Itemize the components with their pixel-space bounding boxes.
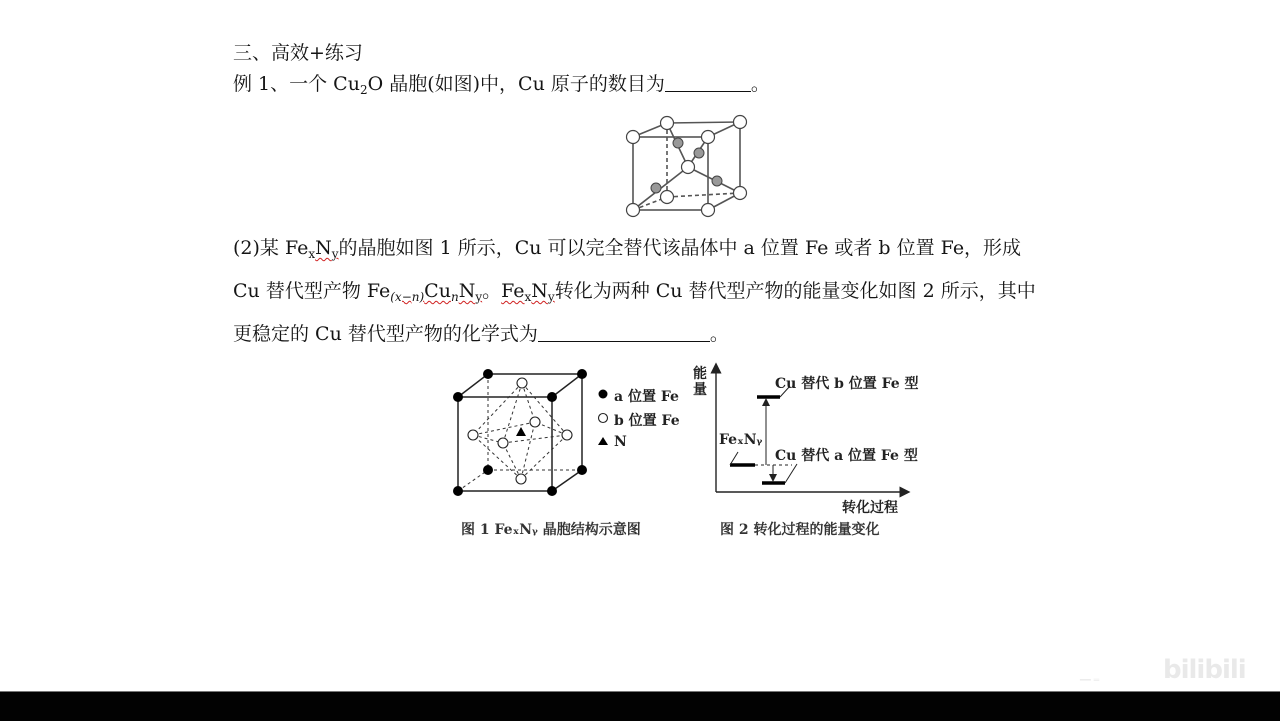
y-axis-label-1: 能 [693, 366, 707, 382]
subscript-text: n [450, 290, 459, 304]
text: N [531, 280, 548, 302]
text: 更稳定的 Cu 替代型产物的化学式为 [233, 323, 538, 345]
example-1-text-2: O 晶胞(如图)中，Cu 原子的数目为 [367, 73, 665, 95]
video-bottom-bar [0, 691, 1280, 721]
cu2o-unit-cell-figure [610, 105, 770, 225]
label-fexny: FeₓNᵧ [719, 432, 763, 448]
text: 。 [482, 280, 502, 302]
part-2-line-3 [233, 322, 729, 346]
subscript: y [547, 290, 555, 304]
formula-fexny [308, 237, 338, 259]
example-1-question [233, 72, 770, 102]
text: N [315, 237, 332, 259]
label-a-substitution: Cu 替代 a 位置 Fe 型 [775, 448, 918, 464]
figure-1-caption: 图 1 FeₓNᵧ 晶胞结构示意图 [461, 522, 641, 538]
subscript-text: (x−n) [390, 290, 425, 304]
example-1-text: 例 1、一个 Cu [233, 73, 360, 95]
subscript: 2 [359, 83, 368, 97]
part-2-line-1 [233, 236, 1021, 266]
bilibili-watermark: bilibili [1163, 655, 1246, 685]
subscript [451, 290, 459, 304]
text: Cu 替代型产物 Fe [233, 280, 391, 302]
fexny-unit-cell-figure [440, 360, 600, 500]
text: 的晶胞如图 1 所示，Cu 可以完全替代该晶体中 a 位置 Fe 或者 b 位置 Fe，形成 [338, 237, 1022, 259]
text: (2)某 Fe [233, 237, 309, 259]
legend-a-fe: a 位置 Fe [614, 389, 679, 405]
x-axis-label: 转化过程 [842, 500, 898, 516]
formula-fexny-2 [501, 280, 555, 302]
formula-substituted [390, 280, 482, 302]
answer-blank-2[interactable] [538, 323, 710, 342]
text: 转化为两种 Cu 替代型产物的能量变化如图 2 所示，其中 [554, 280, 1036, 302]
part-2-line-2 [233, 279, 1036, 309]
answer-blank-1[interactable] [665, 73, 751, 92]
period: 。 [750, 73, 770, 95]
subscript: x [308, 247, 316, 261]
text: Fe [501, 280, 525, 302]
subscript: y [475, 290, 483, 304]
label-b-substitution: Cu 替代 b 位置 Fe 型 [775, 376, 919, 392]
section-heading: 三、高效+练习 [233, 42, 363, 64]
legend-n: N [614, 434, 627, 450]
text: Cu [424, 280, 451, 302]
subscript: y [331, 247, 339, 261]
legend-symbols-icon [596, 388, 610, 448]
subscript [390, 290, 424, 304]
period: 。 [709, 323, 729, 345]
legend-b-fe: b 位置 Fe [614, 413, 680, 429]
text: N [458, 280, 476, 302]
y-axis-label [693, 366, 707, 398]
watermark-small-text: ━━ ═ [1080, 676, 1100, 686]
subscript: x [524, 290, 532, 304]
figure-2-caption: 图 2 转化过程的能量变化 [720, 522, 880, 538]
y-axis-label-2: 量 [693, 382, 707, 398]
